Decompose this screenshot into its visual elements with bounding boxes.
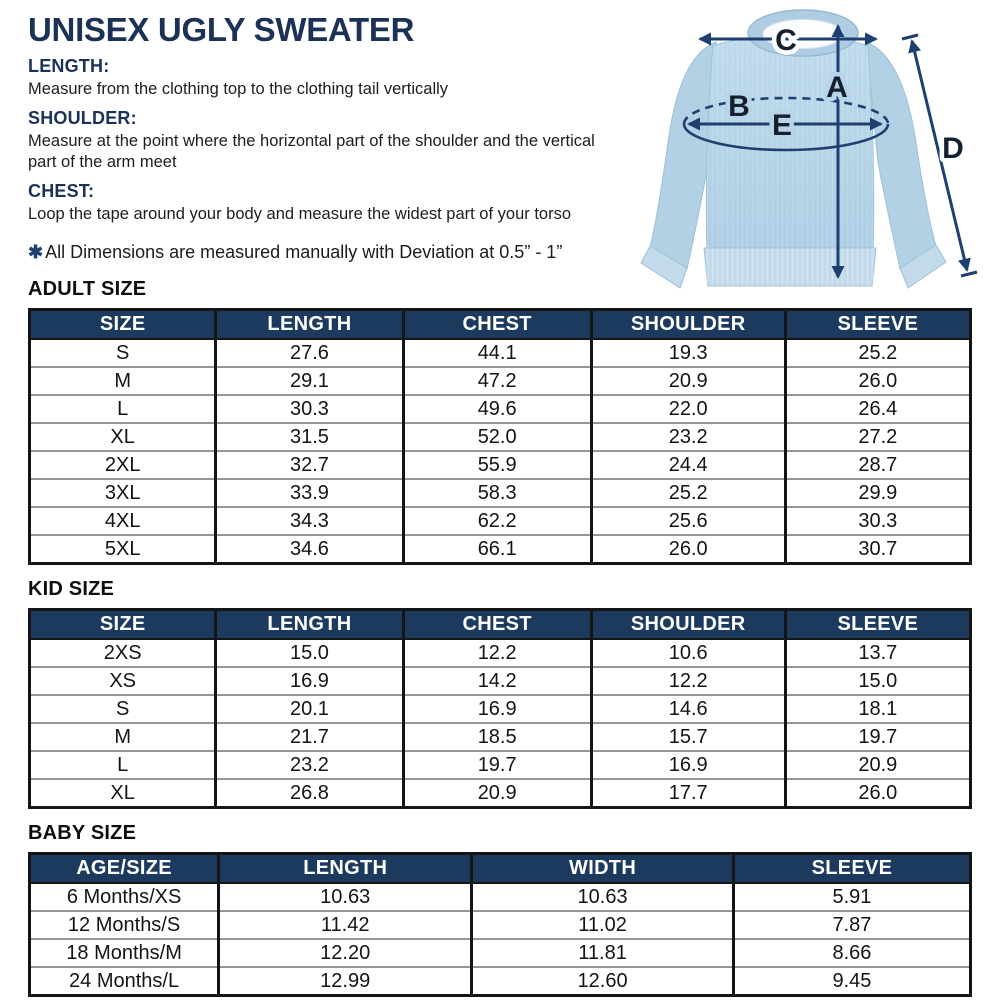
baby-header-row <box>30 854 971 884</box>
table-cell: 44.1 <box>403 339 591 367</box>
sweater-hem-rib-texture <box>704 248 876 286</box>
measurement-label-e: E <box>771 109 793 142</box>
column-header: LENGTH <box>216 310 403 340</box>
table-cell: 19.7 <box>785 723 970 751</box>
adult-size-table <box>28 308 972 565</box>
table-cell: 27.2 <box>785 423 970 451</box>
table-row <box>30 939 971 967</box>
table-row <box>30 967 971 996</box>
table-cell: 5XL <box>30 535 216 564</box>
arrow-d-top-tick <box>902 35 918 39</box>
kid-size-title: KID SIZE <box>28 578 115 601</box>
asterisk-icon: ✱ <box>28 242 44 263</box>
table-cell: 47.2 <box>403 367 591 395</box>
baby-size-table <box>28 852 972 997</box>
table-cell: 12.2 <box>403 639 591 667</box>
column-header: WIDTH <box>472 854 734 884</box>
table-cell: 8.66 <box>733 939 970 967</box>
table-cell: S <box>115 342 130 365</box>
table-cell: XL <box>30 779 216 808</box>
column-header: CHEST <box>403 610 591 640</box>
table-row <box>30 535 971 564</box>
table-cell: 6 Months/XS <box>66 886 182 909</box>
column-header: LENGTH <box>219 854 472 884</box>
table-cell: 34.3 <box>216 507 403 535</box>
table-cell: 22.0 <box>591 395 785 423</box>
table-cell: 11.81 <box>472 939 734 967</box>
table-cell: 12.99 <box>219 967 472 996</box>
table-cell: 26.0 <box>785 367 970 395</box>
column-header: SLEEVE <box>733 854 970 884</box>
page-title: UNISEX UGLY SWEATER <box>28 11 415 48</box>
table-cell: 11.02 <box>472 911 734 939</box>
baby-table-body <box>30 883 971 996</box>
table-cell: 14.2 <box>403 667 591 695</box>
table-cell: 20.9 <box>403 779 591 808</box>
shoulder-heading: SHOULDER: <box>28 107 137 128</box>
table-cell: L <box>30 395 216 423</box>
chest-description: Loop the tape around your body and measure the widest part of your torso <box>28 204 572 223</box>
table-cell: 12.60 <box>472 967 734 996</box>
sweater-body-rib-texture <box>706 36 874 250</box>
column-header: SIZE <box>30 610 216 640</box>
table-cell: 66.1 <box>403 535 591 564</box>
table-cell: 20.9 <box>785 751 970 779</box>
table-cell: 30.7 <box>785 535 970 564</box>
table-cell: 23.2 <box>216 751 403 779</box>
table-cell: 25.2 <box>785 339 970 367</box>
table-cell: 19.3 <box>591 339 785 367</box>
table-cell: 32.7 <box>216 451 403 479</box>
table-cell: 26.0 <box>785 779 970 808</box>
table-cell: 2XS <box>103 642 142 665</box>
column-header: AGE/SIZE <box>30 854 219 884</box>
table-cell: 2XL <box>30 451 216 479</box>
table-cell: 3XL <box>30 479 216 507</box>
adult-size-title: ADULT SIZE <box>28 278 147 301</box>
kid-table-body <box>30 639 971 808</box>
table-row <box>30 779 971 808</box>
table-cell: 21.7 <box>216 723 403 751</box>
measurement-label-a: A <box>826 71 848 104</box>
column-header: SLEEVE <box>785 310 970 340</box>
table-cell: 20.9 <box>591 367 785 395</box>
table-cell: 9.45 <box>733 967 970 996</box>
baby-size-title: BABY SIZE <box>28 822 137 845</box>
table-cell: XL <box>30 423 216 451</box>
adult-header-row <box>30 310 971 340</box>
table-cell: S <box>30 695 216 723</box>
table-cell: 15.7 <box>591 723 785 751</box>
table-row <box>30 339 971 367</box>
table-cell: 17.7 <box>591 779 785 808</box>
table-cell: 10.63 <box>472 883 734 911</box>
kid-size-table <box>28 608 972 809</box>
shoulder-description: Measure at the point where the horizontal part of the shoulder and the vertical part of the arm meet <box>28 131 595 172</box>
table-cell: 18.1 <box>785 695 970 723</box>
table-cell: 10.6 <box>591 639 785 667</box>
table-cell: 14.6 <box>591 695 785 723</box>
table-cell: 33.9 <box>216 479 403 507</box>
column-header: SHOULDER <box>591 610 785 640</box>
table-cell: 15.0 <box>785 667 970 695</box>
column-header: SHOULDER <box>591 310 785 340</box>
table-cell: 25.6 <box>591 507 785 535</box>
column-header: LENGTH <box>216 610 403 640</box>
table-cell: 27.6 <box>216 339 403 367</box>
table-cell: 19.7 <box>403 751 591 779</box>
table-cell: 30.3 <box>785 507 970 535</box>
table-row <box>30 751 971 779</box>
table-cell: 13.7 <box>785 639 970 667</box>
table-cell: 23.2 <box>591 423 785 451</box>
table-cell: 11.42 <box>219 911 472 939</box>
table-cell: 7.87 <box>733 911 970 939</box>
table-cell: M <box>30 367 216 395</box>
column-header: SLEEVE <box>785 610 970 640</box>
table-cell: XS <box>30 667 216 695</box>
table-cell: 29.9 <box>785 479 970 507</box>
length-description: Measure from the clothing top to the clothing tail vertically <box>28 80 449 99</box>
table-cell: 62.2 <box>403 507 591 535</box>
table-cell: 24 Months/L <box>30 967 219 996</box>
table-row <box>30 639 971 667</box>
table-row <box>30 695 971 723</box>
table-cell: 20.1 <box>216 695 403 723</box>
table-cell: M <box>30 723 216 751</box>
table-cell: 29.1 <box>216 367 403 395</box>
measurement-label-d: D <box>942 132 964 165</box>
table-row <box>30 667 971 695</box>
table-cell: 15.0 <box>216 639 403 667</box>
table-cell: 16.9 <box>216 667 403 695</box>
column-header: SIZE <box>30 310 216 340</box>
table-cell: 16.9 <box>403 695 591 723</box>
table-cell: 4XL <box>30 507 216 535</box>
table-row <box>30 451 971 479</box>
table-row <box>30 723 971 751</box>
table-cell: 31.5 <box>216 423 403 451</box>
sweater-right-sleeve <box>866 42 936 269</box>
table-cell: L <box>30 751 216 779</box>
measurement-label-b: B <box>728 90 750 123</box>
table-cell: 16.9 <box>591 751 785 779</box>
arrow-d-bottom-tick <box>961 272 977 276</box>
table-cell: 18 Months/M <box>30 939 219 967</box>
table-cell: 12 Months/S <box>30 911 219 939</box>
table-cell: 12.20 <box>219 939 472 967</box>
adult-table-body <box>30 339 971 564</box>
table-cell: 18.5 <box>403 723 591 751</box>
chest-heading: CHEST: <box>28 180 95 201</box>
table-cell: 24.4 <box>591 451 785 479</box>
table-cell: 5.91 <box>733 883 970 911</box>
table-cell: 34.6 <box>216 535 403 564</box>
table-cell: 10.63 <box>219 883 472 911</box>
table-cell: 49.6 <box>403 395 591 423</box>
table-row <box>30 423 971 451</box>
table-cell: 55.9 <box>403 451 591 479</box>
measurement-label-c: C <box>775 24 797 57</box>
sweater-illustration <box>620 0 1000 300</box>
sweater-measurement-diagram <box>620 0 1000 300</box>
table-row <box>30 395 971 423</box>
table-cell: 52.0 <box>403 423 591 451</box>
table-cell: 26.0 <box>591 535 785 564</box>
table-row <box>30 479 971 507</box>
table-cell: 26.8 <box>216 779 403 808</box>
table-row <box>30 883 971 911</box>
deviation-note-text: All Dimensions are measured manually with Deviation at 0.5” - 1” <box>45 242 563 263</box>
table-cell: 26.4 <box>785 395 970 423</box>
table-row <box>30 367 971 395</box>
kid-header-row <box>30 610 971 640</box>
table-row <box>30 507 971 535</box>
table-cell: 58.3 <box>403 479 591 507</box>
table-cell: 28.7 <box>785 451 970 479</box>
table-row <box>30 911 971 939</box>
table-cell: 12.2 <box>591 667 785 695</box>
column-header: CHEST <box>403 310 591 340</box>
table-cell: 25.2 <box>591 479 785 507</box>
table-cell: 30.3 <box>216 395 403 423</box>
length-heading: LENGTH: <box>28 56 110 77</box>
